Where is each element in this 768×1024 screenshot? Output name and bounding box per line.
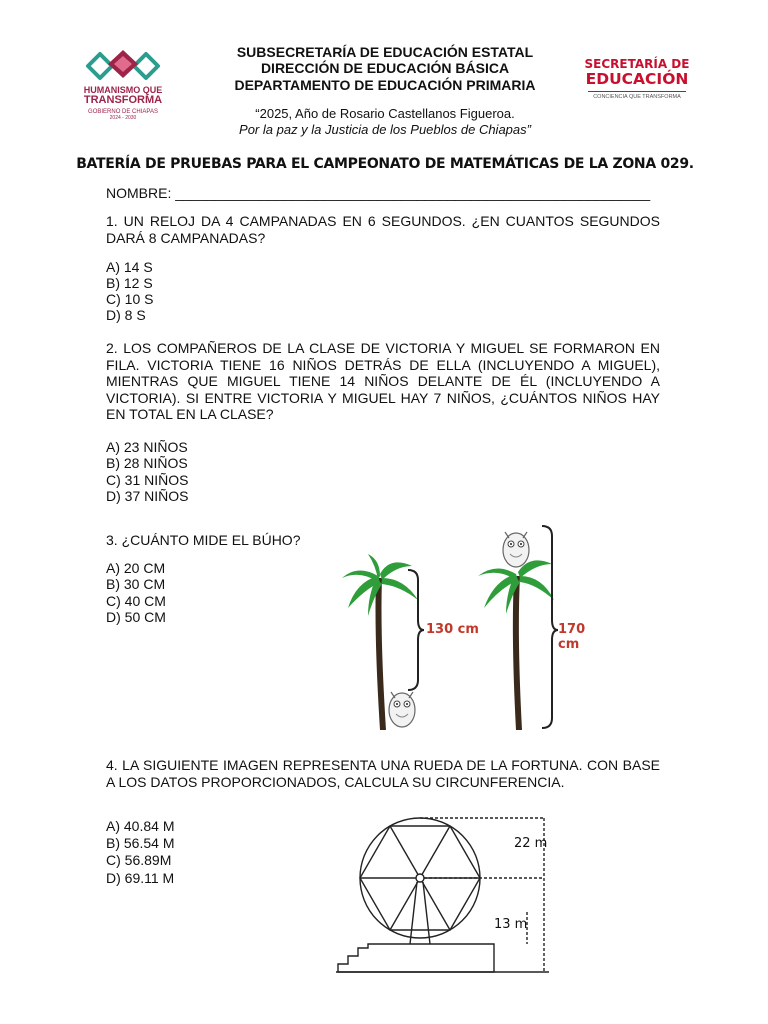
name-label: NOMBRE:	[106, 185, 172, 201]
name-line: _____________________________________________________________	[175, 185, 651, 201]
header-motto-line1: “2025, Año de Rosario Castellanos Figueroa.	[255, 106, 515, 121]
sec-logo-tagline: CONCIENCIA QUE TRANSFORMA	[593, 94, 681, 100]
bracket-130-icon	[408, 570, 424, 690]
logo-sub: GOBIERNO DE CHIAPAS	[88, 109, 158, 115]
logo-line1: HUMANISMO QUE	[83, 85, 163, 95]
question-4-text: 4. LA SIGUIENTE IMAGEN REPRESENTA UNA RUEDA DE LA FORTUNA. CON BASE A LOS DATOS PROPORCIONADOS, CALCULA SU CIRCUNFERENCIA.	[106, 757, 660, 790]
question-4-option-d: D) 69.11 M	[106, 870, 175, 886]
owl-palm-figure	[328, 516, 610, 734]
label-130cm: 130 cm	[426, 622, 479, 637]
question-1-text: 1. UN RELOJ DA 4 CAMPANADAS EN 6 SEGUNDOS. ¿EN CUANTOS SEGUNDOS DARÁ 8 CAMPANADAS?	[106, 213, 660, 246]
palm-tree-right-icon	[478, 560, 554, 730]
question-2-text: 2. LOS COMPAÑEROS DE LA CLASE DE VICTORIA Y MIGUEL SE FORMARON EN FILA. VICTORIA TIENE 16 NIÑOS DETRÁS DE ELLA (INCLUYENDO A MIGUEL), MIENTRAS QUE MIGUEL TIENE 14 NIÑOS DELANTE DE ÉL (INCLUYENDO A VICTORIA). SI ENTRE VICTORIA Y MIGUEL HAY 7 NIÑOS, ¿CUÁNTOS NIÑOS HAY EN TOTAL EN LA CLASE?	[106, 340, 660, 422]
sec-logo-line1: SECRETARÍA DE	[584, 57, 690, 71]
header-motto-line2: Por la paz y la Justicia de los Pueblos de Chiapas”	[239, 122, 531, 137]
question-2-option-d: D) 37 NIÑOS	[106, 488, 189, 504]
question-3-text: 3. ¿CUÁNTO MIDE EL BÚHO?	[106, 532, 301, 548]
logo-years: 2024 - 2030	[109, 115, 137, 121]
question-2-option-a: A) 23 NIÑOS	[106, 439, 188, 455]
header-subsecretaria: SUBSECRETARÍA DE EDUCACIÓN ESTATAL	[236, 44, 534, 60]
question-4-option-b: B) 56.54 M	[106, 835, 175, 851]
name-field	[106, 185, 650, 201]
label-22m: 22 m	[514, 836, 548, 851]
label-170cm: 170 cm	[558, 622, 586, 652]
owl-bottom-icon	[389, 692, 415, 727]
question-3-option-d: D) 50 CM	[106, 609, 166, 625]
question-3-option-b: B) 30 CM	[106, 576, 166, 592]
question-3-option-a: A) 20 CM	[106, 560, 166, 576]
chiapas-government-logo	[80, 44, 166, 126]
question-4-option-a: A) 40.84 M	[106, 818, 175, 834]
question-2-option-b: B) 28 NIÑOS	[106, 455, 188, 471]
question-1-option-c: C) 10 S	[106, 291, 154, 307]
logo-line2: TRANSFORMA	[83, 94, 163, 106]
humanismo-emblem-icon	[80, 44, 166, 86]
owl-top-icon	[503, 532, 529, 567]
question-3-option-c: C) 40 CM	[106, 593, 166, 609]
question-4-option-c: C) 56.89M	[106, 852, 172, 868]
bracket-170-icon	[542, 526, 558, 728]
secretaria-educacion-logo	[582, 58, 692, 100]
question-1-option-b: B) 12 S	[106, 275, 153, 291]
label-13m: 13 m	[494, 917, 528, 932]
page-title: BATERÍA DE PRUEBAS PARA EL CAMPEONATO DE MATEMÁTICAS DE LA ZONA 029.	[76, 156, 694, 172]
question-1-option-a: A) 14 S	[106, 259, 153, 275]
question-1-option-d: D) 8 S	[106, 307, 146, 323]
ferris-wheel-figure	[334, 812, 556, 980]
header-departamento: DEPARTAMENTO DE EDUCACIÓN PRIMARIA	[234, 77, 536, 93]
question-2-option-c: C) 31 NIÑOS	[106, 472, 189, 488]
sec-logo-line2: EDUCACIÓN	[585, 70, 689, 88]
header-direccion: DIRECCIÓN DE EDUCACIÓN BÁSICA	[260, 60, 510, 76]
